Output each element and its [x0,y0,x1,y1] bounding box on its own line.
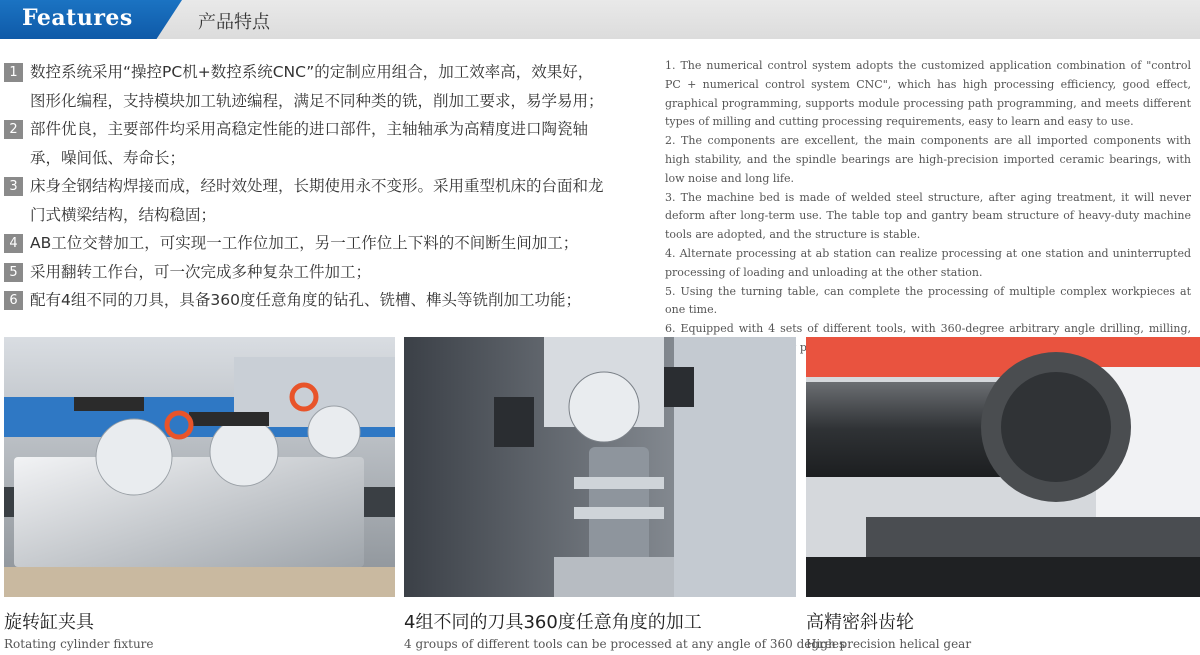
feature-number-badge: 4 [4,234,23,253]
feature-text-cn: 配有4组不同的刀具，具备360度任意角度的钻孔、铣槽、榫头等铣削加工功能； [30,291,581,309]
header-band [0,0,1200,39]
photo-helical-gear [806,337,1200,597]
photo-caption-cn: 高精密斜齿轮 [806,612,914,633]
photo-tool-heads [404,337,796,597]
photo-caption-en: 4 groups of different tools can be processed at any angle of 360 degrees [404,637,846,651]
feature-text-cn: 数控系统采用“操控PC机+数控系统CNC”的定制应用组合，加工效率高，效果好，图形化编程，支持模块加工轨迹编程，满足不同种类的铣，削加工要求，易学易用； [30,63,604,110]
feature-number-badge: 5 [4,263,23,282]
photo-caption-cn: 4组不同的刀具360度任意角度的加工 [404,612,702,633]
photo-rotating-cylinder-fixture [4,337,395,597]
feature-text-cn: 部件优良，主要部件均采用高稳定性能的进口部件，主轴轴承为高精度进口陶瓷轴承，噪间低、寿命长； [30,120,589,167]
feature-text-cn: AB工位交替加工，可实现一工作位加工，另一工作位上下料的不间断生间加工； [30,234,579,252]
feature-text-en: 2. The components are excellent, the main components are all imported components with high stability, and the spindle bearings are high-precision imported ceramic bearings, with low noise and long life. [665,134,1191,185]
feature-item-cn [4,58,604,115]
feature-text-cn: 床身全钢结构焊接而成，经时效处理，长期使用永不变形。采用重型机床的台面和龙门式横梁结构，结构稳固； [30,177,604,224]
photo-caption-en: Rotating cylinder fixture [4,637,154,651]
photo-caption-cn: 旋转缸夹具 [4,612,94,633]
feature-number-badge: 3 [4,177,23,196]
section-title: Features [22,5,133,31]
feature-item-cn [4,172,604,229]
feature-number-badge: 6 [4,291,23,310]
feature-item-cn [4,229,604,258]
features-list-cn [4,58,604,315]
photo-caption-en: High precision helical gear [806,637,972,651]
feature-item-cn [4,258,604,287]
feature-text-en: 1. The numerical control system adopts the customized application combination of "control PC + numerical control system CNC", which has high processing efficiency, good effect, graphical programming, supports module processing path programming, and meets different types of milling and cutting processing requirements, easy to learn and easy to use. [665,59,1191,129]
feature-item-cn [4,115,604,172]
features-list-en [665,57,1191,358]
feature-text-en: 5. Using the turning table, can complete the processing of multiple complex workpieces at one time. [665,284,1191,317]
feature-number-badge: 2 [4,120,23,139]
feature-text-en: 4. Alternate processing at ab station can realize processing at one station and uninterrupted processing of loading and unloading at the other station. [665,246,1191,279]
section-subtitle: 产品特点 [198,12,270,33]
feature-item-cn [4,286,604,315]
feature-number-badge: 1 [4,63,23,82]
feature-text-en: 3. The machine bed is made of welded steel structure, after aging treatment, it will never deform after long-term use. The table top and gantry beam structure of heavy-duty machine tools are adopted, and the structure is stable. [665,190,1191,242]
feature-text-en: 6. Equipped with 4 sets of different tools, with 360-degree arbitrary angle drilling, milling, [665,322,1191,336]
feature-text-cn: 采用翻转工作台，可一次完成多种复杂工件加工； [30,262,372,281]
